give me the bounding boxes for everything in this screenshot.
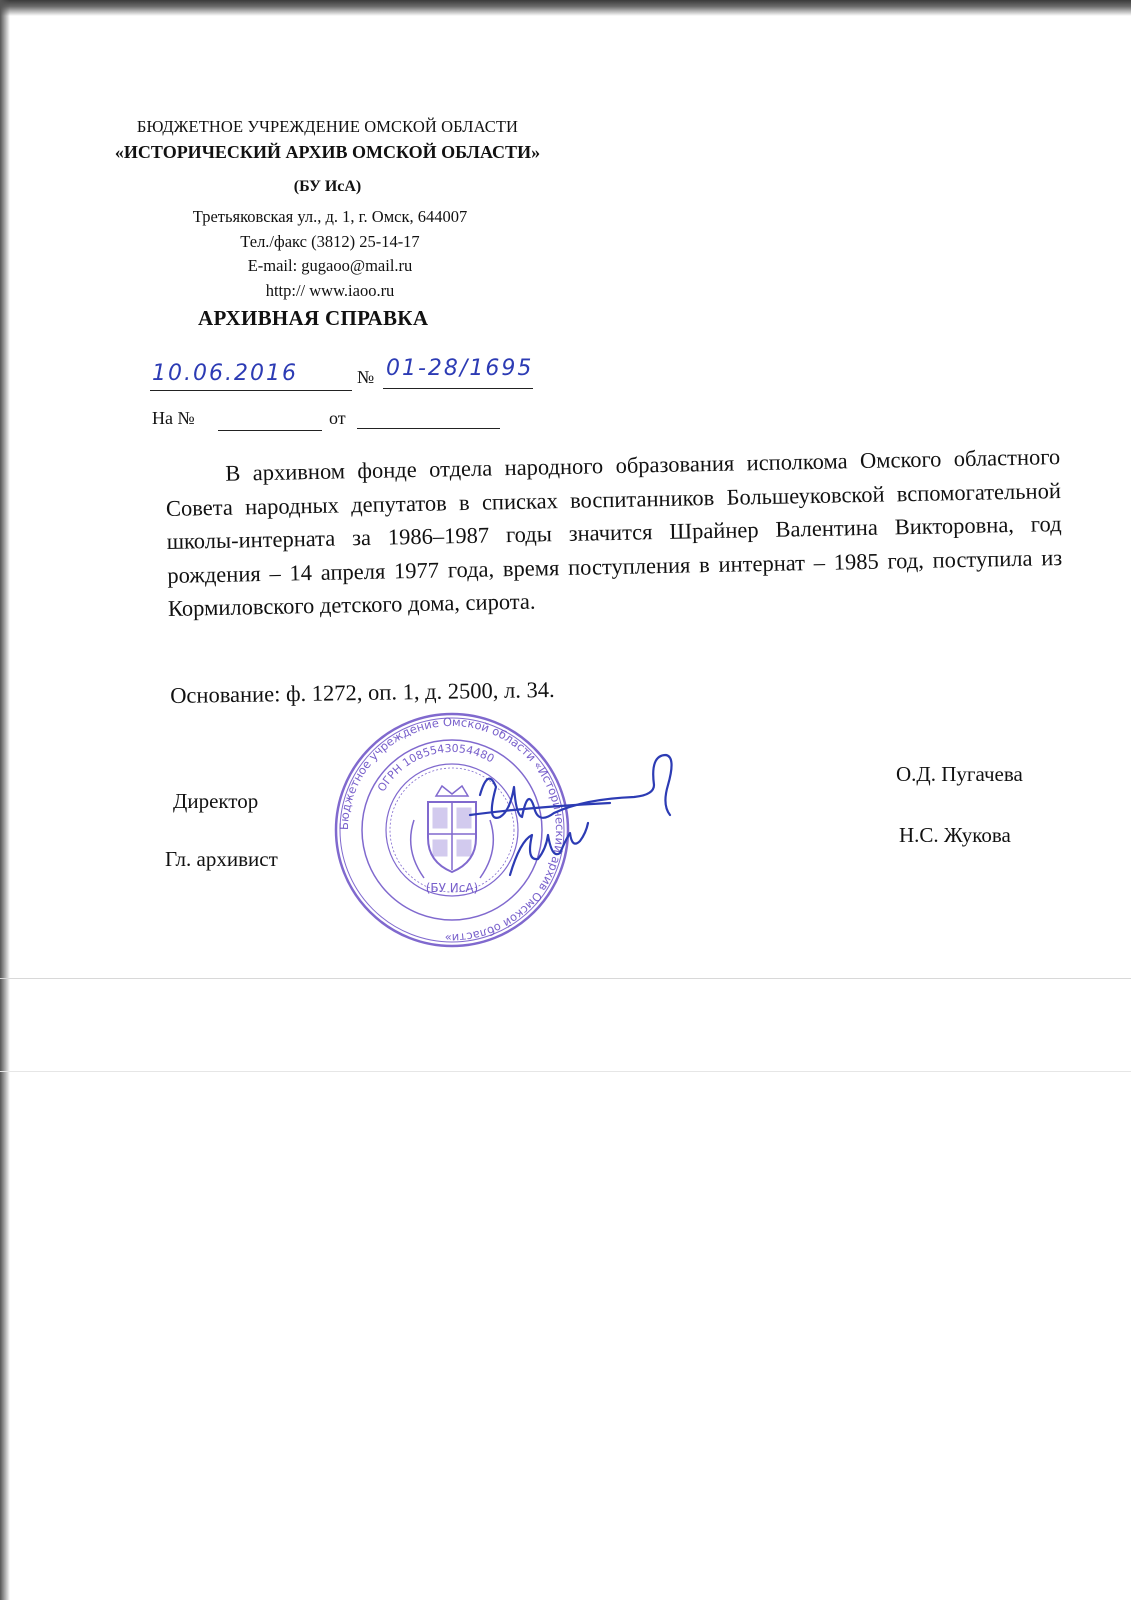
document-title: АРХИВНАЯ СПРАВКА — [198, 306, 429, 330]
reference-from-label: от — [329, 408, 346, 428]
archivist-name: Н.С. Жукова — [899, 823, 1011, 847]
handwritten-signatures — [450, 745, 680, 885]
scan-artifact-line — [0, 978, 1131, 979]
director-name: О.Д. Пугачева — [896, 762, 1023, 786]
phone: Тел./факс (3812) 25-14-17 — [240, 231, 420, 251]
director-role: Директор — [173, 789, 259, 813]
reference-date-blank — [357, 428, 500, 429]
org-type: БЮДЖЕТНОЕ УЧРЕЖДЕНИЕ ОМСКОЙ ОБЛАСТИ — [136, 117, 519, 136]
org-abbr: (БУ ИсА) — [293, 178, 362, 195]
stamp-inner-text: ОГРН 1085543054480 — [375, 741, 497, 794]
handwritten-date: 10.06.2016 — [152, 361, 298, 386]
number-underline — [383, 388, 533, 389]
stamp-outer-text: Бюджетное учреждение Омской области «Исторический архив Омской области» — [336, 714, 568, 946]
contact-block — [140, 205, 520, 303]
scan-edge-top — [0, 0, 1131, 16]
stamp-abbr: (БУ ИсА) — [425, 881, 479, 895]
scan-artifact-line — [0, 1071, 1131, 1072]
scan-edge-left — [0, 0, 10, 1600]
archivist-role: Гл. архивист — [165, 847, 278, 871]
handwritten-number: 01-28/1695 — [386, 356, 534, 381]
website: http:// www.iaoo.ru — [265, 280, 395, 300]
address: Третьяковская ул., д. 1, г. Омск, 644007 — [192, 207, 468, 226]
basis-line: Основание: ф. 1272, оп. 1, д. 2500, л. 34. — [170, 676, 555, 708]
number-label: № — [357, 367, 375, 387]
body-text — [165, 440, 1063, 625]
body-paragraph: В архивном фонде отдела народного образования исполкома Омского областного Совета народных депутатов в списках воспитанников Большеуковской вспомогательной школы-интерната за 1986–1987 годы значится Шрайнер Валентина Викторовна, год рождения – 14 апреля 1977 года, время поступления в интернат – 1985 год, поступила из Кормиловского детского дома, сирота. — [165, 444, 1063, 621]
email: E-mail: gugaoo@mail.ru — [247, 256, 413, 275]
date-underline — [150, 390, 352, 391]
org-name: «ИСТОРИЧЕСКИЙ АРХИВ ОМСКОЙ ОБЛАСТИ» — [114, 142, 541, 162]
reference-number-blank — [218, 430, 322, 431]
reference-label: На № — [152, 408, 195, 428]
